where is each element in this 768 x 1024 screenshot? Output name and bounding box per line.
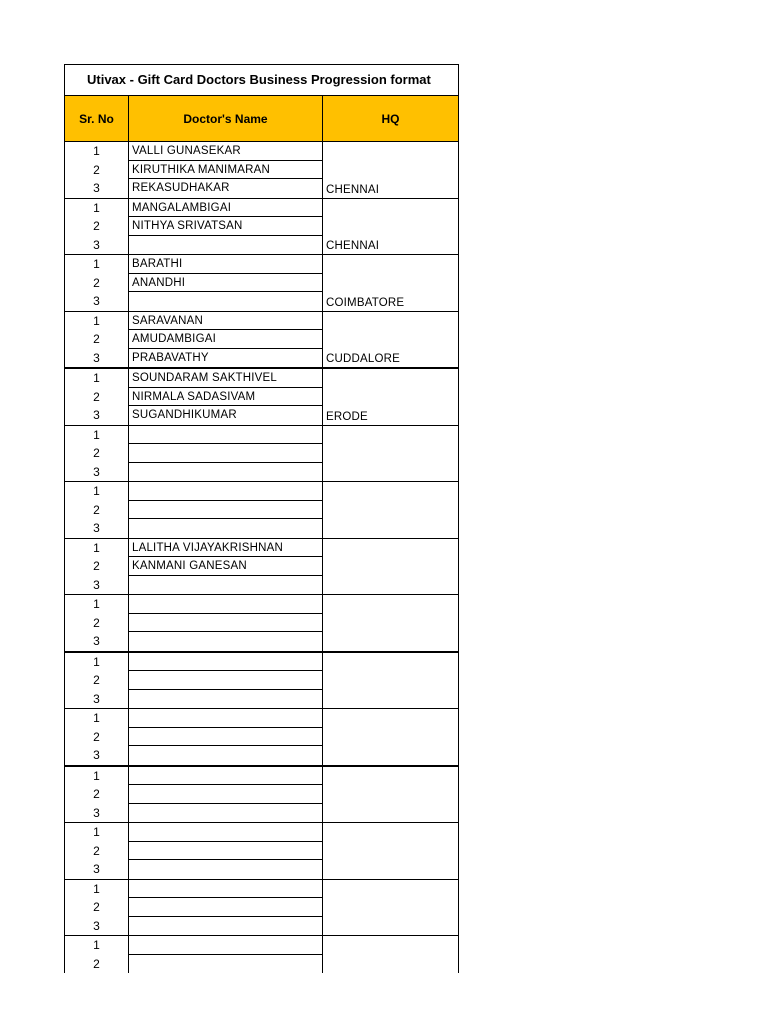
sr-no-cell[interactable]: 2 [65, 444, 129, 463]
sr-no-cell[interactable]: 1 [65, 936, 129, 955]
table-row [65, 274, 323, 293]
table-row [65, 539, 323, 558]
sr-no-cell[interactable]: 1 [65, 369, 129, 388]
doctor-name-cell[interactable] [129, 860, 323, 879]
table-row [65, 142, 323, 161]
doctor-name-cell[interactable] [129, 842, 323, 861]
row-group [64, 709, 459, 767]
sr-no-cell[interactable]: 2 [65, 274, 129, 293]
table-row [65, 255, 323, 274]
sr-no-cell[interactable]: 2 [65, 671, 129, 690]
header-hq: HQ [381, 111, 400, 126]
table-row [65, 767, 323, 786]
doctor-name-cell[interactable]: SOUNDARAM SAKTHIVEL [129, 369, 323, 388]
doctor-name-cell[interactable] [129, 236, 323, 255]
doctor-name-cell[interactable] [129, 463, 323, 482]
table-row [65, 728, 323, 747]
row-group [64, 595, 459, 653]
hq-cell[interactable] [323, 539, 458, 595]
hq-cell[interactable]: CUDDALORE [326, 353, 401, 365]
hq-cell[interactable] [323, 823, 458, 879]
sr-no-cell[interactable]: 3 [65, 917, 129, 936]
doctor-name-cell[interactable] [129, 444, 323, 463]
hq-cell[interactable] [323, 767, 458, 823]
table-row [65, 823, 323, 842]
sr-no-cell[interactable]: 2 [65, 330, 129, 349]
sr-no-cell[interactable]: 1 [65, 709, 129, 728]
sr-no-cell[interactable]: 3 [65, 406, 129, 425]
sr-no-cell[interactable]: 3 [65, 236, 129, 255]
doctor-name-cell[interactable]: REKASUDHAKAR [129, 179, 323, 198]
sr-no-cell[interactable]: 3 [65, 179, 129, 198]
table-row [65, 746, 323, 765]
doctor-name-cell[interactable] [129, 614, 323, 633]
doctor-name-cell[interactable] [129, 785, 323, 804]
hq-cell[interactable]: COIMBATORE [326, 296, 405, 309]
table-row [65, 671, 323, 690]
sr-no-cell[interactable]: 2 [65, 842, 129, 861]
table-row [65, 217, 323, 236]
doctor-name-cell[interactable] [129, 709, 323, 728]
table-row [65, 501, 323, 520]
table-row [65, 595, 323, 614]
doctor-name-cell[interactable] [129, 690, 323, 709]
sr-no-cell[interactable]: 3 [65, 860, 129, 879]
sr-no-cell[interactable]: 1 [65, 653, 129, 672]
doctor-name-cell[interactable]: KANMANI GANESAN [129, 557, 323, 576]
spreadsheet [64, 64, 459, 973]
sr-no-cell[interactable]: 3 [65, 349, 129, 368]
row-group [64, 369, 459, 426]
sr-no-cell[interactable]: 1 [65, 880, 129, 899]
table-row [65, 519, 323, 538]
row-group [64, 426, 459, 483]
header-doctor-name: Doctor's Name [129, 96, 323, 141]
sr-no-cell[interactable]: 3 [65, 804, 129, 823]
table-row [65, 955, 323, 974]
doctor-name-cell[interactable]: NIRMALA SADASIVAM [129, 388, 323, 407]
doctor-name-cell[interactable] [129, 501, 323, 520]
table-row [65, 161, 323, 180]
table-row [65, 576, 323, 595]
row-group [64, 767, 459, 824]
hq-cell[interactable] [323, 880, 458, 936]
sr-no-cell[interactable]: 2 [65, 728, 129, 747]
doctor-name-cell[interactable]: AMUDAMBIGAI [129, 330, 323, 349]
doctor-name-cell[interactable] [129, 482, 323, 501]
doctor-name-cell[interactable] [129, 426, 323, 445]
table-row [65, 898, 323, 917]
row-group [64, 142, 459, 199]
sr-no-cell[interactable]: 2 [65, 614, 129, 633]
hq-cell[interactable] [323, 653, 458, 709]
header-sr-no: Sr. No [65, 96, 129, 141]
doctor-name-cell[interactable] [129, 804, 323, 823]
header-row [64, 95, 459, 142]
table-row [65, 936, 323, 955]
doctor-name-cell[interactable] [129, 728, 323, 747]
table-row [65, 785, 323, 804]
sr-no-cell[interactable]: 3 [65, 746, 129, 765]
hq-cell[interactable] [323, 595, 458, 651]
doctor-name-cell[interactable]: SARAVANAN [129, 312, 323, 331]
table-row [65, 179, 323, 198]
table-row [65, 690, 323, 709]
sr-no-cell[interactable]: 1 [65, 255, 129, 274]
sheet-title: Utivax - Gift Card Doctors Business Progression format [64, 64, 459, 95]
doctor-name-cell[interactable] [129, 880, 323, 899]
table-row [65, 860, 323, 879]
hq-cell[interactable] [323, 709, 458, 765]
doctor-name-cell[interactable] [129, 917, 323, 936]
sr-no-cell[interactable]: 2 [65, 217, 129, 236]
row-group [64, 539, 459, 596]
sr-no-cell[interactable]: 1 [65, 767, 129, 786]
table-row [65, 880, 323, 899]
doctor-name-cell[interactable]: ANANDHI [129, 274, 323, 293]
sr-no-cell[interactable]: 3 [65, 632, 129, 651]
doctor-name-cell[interactable] [129, 292, 323, 311]
table-row [65, 653, 323, 672]
table-row [65, 330, 323, 349]
hq-cell[interactable]: CHENNAI [326, 183, 380, 196]
table-row [65, 369, 323, 388]
table-row [65, 557, 323, 576]
table-row [65, 842, 323, 861]
table-row [65, 426, 323, 445]
doctor-name-cell[interactable]: NITHYA SRIVATSAN [129, 217, 323, 236]
row-group [64, 255, 459, 312]
sr-no-cell[interactable]: 3 [65, 292, 129, 311]
table-row [65, 482, 323, 501]
doctor-name-cell[interactable] [129, 653, 323, 672]
row-group [64, 482, 459, 539]
sr-no-cell[interactable]: 3 [65, 463, 129, 482]
doctor-name-cell[interactable] [129, 595, 323, 614]
table-row [65, 709, 323, 728]
sr-no-cell[interactable]: 1 [65, 539, 129, 558]
table-body [64, 142, 459, 973]
table-row [65, 463, 323, 482]
row-group [64, 653, 459, 710]
doctor-name-cell[interactable] [129, 898, 323, 917]
hq-cell[interactable] [323, 936, 458, 973]
table-row [65, 199, 323, 218]
sr-no-cell[interactable]: 2 [65, 388, 129, 407]
doctor-name-cell[interactable]: KIRUTHIKA MANIMARAN [129, 161, 323, 180]
table-row [65, 444, 323, 463]
doctor-name-cell[interactable] [129, 936, 323, 955]
hq-cell[interactable] [323, 426, 458, 482]
sr-no-cell[interactable]: 1 [65, 426, 129, 445]
row-group [64, 823, 459, 880]
table-row [65, 388, 323, 407]
doctor-name-cell[interactable] [129, 746, 323, 765]
sr-no-cell[interactable]: 3 [65, 519, 129, 538]
doctor-name-cell[interactable] [129, 632, 323, 651]
table-row [65, 349, 323, 368]
sr-no-cell[interactable]: 2 [65, 501, 129, 520]
sr-no-cell[interactable]: 2 [65, 898, 129, 917]
doctor-name-cell[interactable] [129, 823, 323, 842]
doctor-name-cell[interactable] [129, 576, 323, 595]
sr-no-cell[interactable]: 3 [65, 690, 129, 709]
doctor-name-cell[interactable]: PRABAVATHY [129, 349, 323, 368]
sr-no-cell[interactable]: 2 [65, 557, 129, 576]
table-row [65, 632, 323, 651]
sr-no-cell[interactable]: 1 [65, 199, 129, 218]
sr-no-cell[interactable]: 1 [65, 312, 129, 331]
table-row [65, 236, 323, 255]
table-row [65, 292, 323, 311]
doctor-name-cell[interactable]: MANGALAMBIGAI [129, 199, 323, 218]
sr-no-cell[interactable]: 2 [65, 955, 129, 974]
table-row [65, 614, 323, 633]
table-row [65, 312, 323, 331]
doctor-name-cell[interactable] [129, 671, 323, 690]
table-row [65, 406, 323, 425]
row-group [64, 936, 459, 973]
hq-cell[interactable]: ERODE [326, 410, 368, 423]
sr-no-cell[interactable]: 2 [65, 785, 129, 804]
doctor-name-cell[interactable] [129, 519, 323, 538]
doctor-name-cell[interactable]: VALLI GUNASEKAR [129, 142, 323, 161]
doctor-name-cell[interactable]: LALITHA VIJAYAKRISHNAN [129, 539, 323, 558]
row-group [64, 199, 459, 256]
sr-no-cell[interactable]: 1 [65, 823, 129, 842]
hq-cell[interactable] [323, 482, 458, 538]
hq-cell[interactable]: CHENNAI [326, 240, 380, 252]
sr-no-cell[interactable]: 3 [65, 576, 129, 595]
sr-no-cell[interactable]: 2 [65, 161, 129, 180]
sr-no-cell[interactable]: 1 [65, 595, 129, 614]
table-row [65, 917, 323, 936]
doctor-name-cell[interactable] [129, 767, 323, 786]
doctor-name-cell[interactable]: SUGANDHIKUMAR [129, 406, 323, 425]
sr-no-cell[interactable]: 1 [65, 142, 129, 161]
table-row [65, 804, 323, 823]
doctor-name-cell[interactable]: BARATHI [129, 255, 323, 274]
row-group [64, 880, 459, 937]
doctor-name-cell[interactable] [129, 955, 323, 974]
row-group [64, 312, 459, 370]
sr-no-cell[interactable]: 1 [65, 482, 129, 501]
